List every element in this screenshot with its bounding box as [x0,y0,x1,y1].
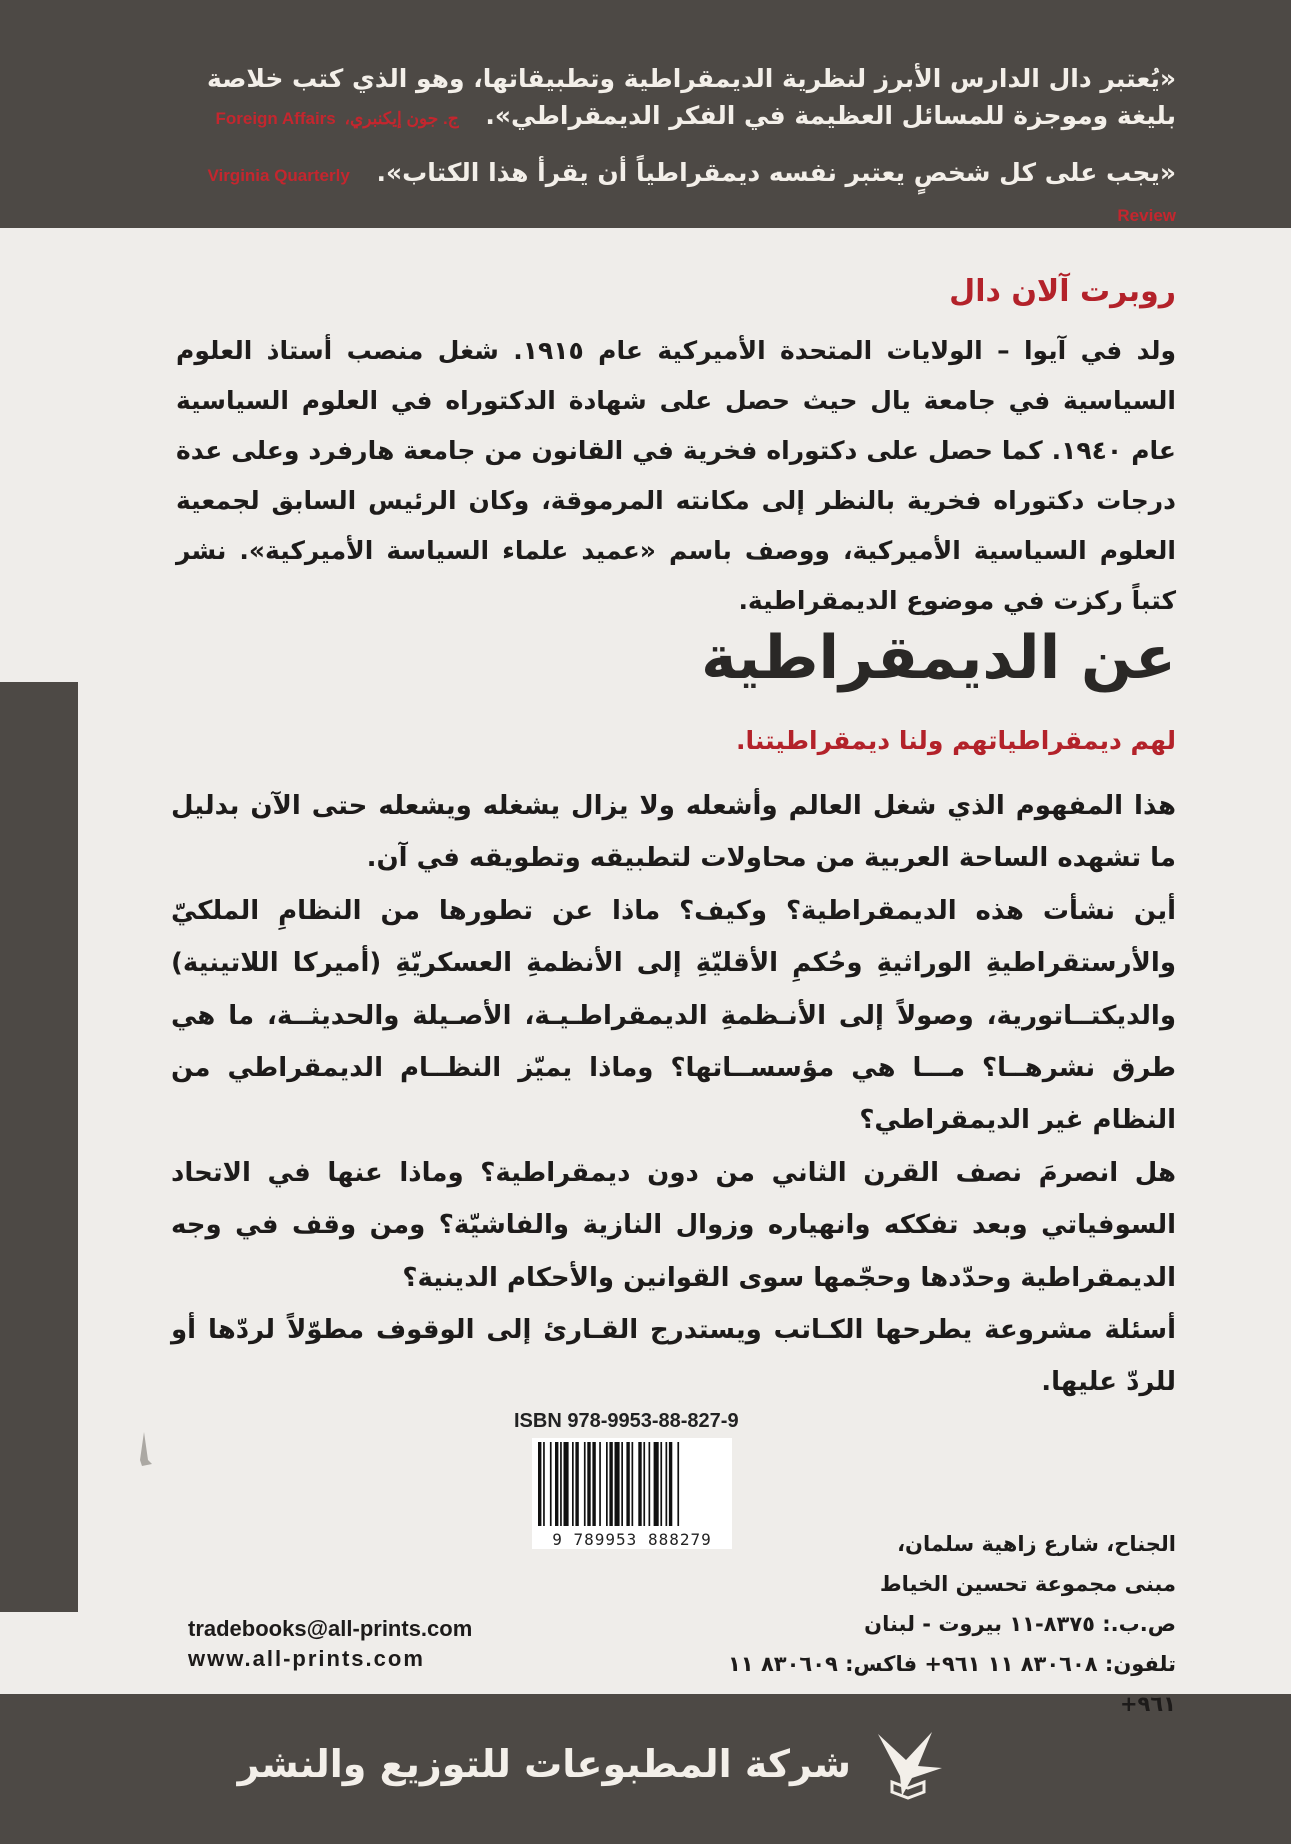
bird-book-logo-icon [872,1726,946,1800]
barcode-bar [575,1442,578,1526]
barcode-bar [632,1442,634,1526]
barcode-bar [615,1442,620,1526]
publisher-email[interactable]: tradebooks@all-prints.com [188,1616,473,1641]
barcode-bar [555,1442,558,1526]
quote-text: «يجب على كل شخصٍ يعتبر نفسه ديمقراطياً أن يقرأ هذا الكتاب». [376,158,1176,187]
book-tagline: لهم ديمقراطياتهم ولنا ديمقراطيتنا. [736,726,1176,755]
barcode-bar [538,1442,541,1526]
barcode-bar [560,1442,562,1526]
barcode-bar [649,1442,651,1526]
barcode-bar [677,1442,679,1526]
side-bar-decoration [0,682,78,1612]
barcode-bar [660,1442,662,1526]
barcode-bar [654,1442,659,1526]
review-quote-2 [166,154,1176,234]
speck-mark [134,1430,158,1470]
barcode-bar [572,1442,574,1526]
address-line: تلفون: ٨٣٠٦٠٨ ١١ ٩٦١+ فاكس: ٨٣٠٦٠٩ ١١ ٩٦١+ [727,1652,1176,1716]
barcode-bar [609,1442,612,1526]
barcode-bar [666,1442,668,1526]
barcode-bar [638,1442,641,1526]
barcode-bar [669,1442,672,1526]
publisher-address [716,1524,1176,1724]
description-paragraph: أسئلة مشروعة يطرحها الكـاتب ويستدرج القـارئ إلى الوقوف مطوّلاً لردّها أو للردّ عليها. [171,1315,1176,1398]
barcode-bar [587,1442,590,1526]
barcode-digits: 9 789953 888279 [532,1530,732,1549]
barcode-bar [584,1442,586,1526]
review-quote-1 [166,60,1176,137]
barcode-bar [626,1442,629,1526]
quote-text: «يُعتبر دال الدارس الأبرز لنظرية الديمقراطية وتطبيقاتها، وهو الذي كتب خلاصة بليغة وموجزة للمسائل العظيمة في الفكر الديمقراطي». [207,64,1176,130]
description-paragraph: أين نشأت هذه الديمقراطية؟ وكيف؟ ماذا عن تطورها من النظامِ الملكيّ والأرستقراطيةِ الوراثيةِ وحُكمِ الأقليّةِ إلى الأنظمةِ العسكريّةِ (أميركا اللاتينية) والديكتــاتورية، وصولاً إلى الأنـظمةِ الديمقراطـيـة، الأصـيلة والحديثــة، ما هي طرق نشرهــا؟ مـــا هي مؤسســاتها؟ وماذا يميّز النظــام الديمقراطي من النظام غير الديمقراطي؟ [171,895,1176,1136]
publisher-contact [188,1614,472,1674]
address-line: الجناح، شارع زاهية سلمان، [897,1532,1176,1556]
barcode-bar [543,1442,545,1526]
publisher-website[interactable]: www.all-prints.com [188,1646,425,1671]
barcode-bar [599,1442,601,1526]
barcode-bar [606,1442,608,1526]
quote-source-en: Virginia Quarterly Review [207,166,1176,225]
description-paragraph: هذا المفهوم الذي شغل العالم وأشعله ولا يزال يشغله ويشعله حتى الآن بدليل ما تشهده الساحة العربية من محاولات لتطبيقه وتطويقه في آن. [171,791,1176,874]
book-title: عن الديمقراطية [701,623,1176,693]
barcode-bar [621,1442,623,1526]
author-bio: ولد في آيوا – الولايات المتحدة الأميركية عام ١٩١٥. شغل منصب أستاذ العلوم السياسية في جامعة يال حيث حصل على شهادة الدكتوراه في العلوم السياسية عام ١٩٤٠. كما حصل على دكتوراه فخرية في القانون من جامعة هارفرد وعلى عدة درجات دكتوراه فخرية بالنظر إلى مكانته المرموقة، وكان الرئيس السابق لجمعية العلوم السياسية الأميركية، ووصف باسم «عميد علماء السياسة الأميركية». نشر كتباً ركزت في موضوع الديمقراطية. [176,336,1176,615]
barcode-bar [550,1442,552,1526]
publisher-name: شركة المطبوعات للتوزيع والنشر [237,1742,851,1786]
quote-source-ar: ج. جون إيكنبري، [344,109,459,128]
book-description [171,780,1176,1409]
barcode-bar [592,1442,595,1526]
quote-source-en: Foreign Affairs [215,109,336,128]
address-line: ص.ب.: ٨٣٧٥-١١ بيروت - لبنان [864,1612,1176,1636]
barcode-bar [564,1442,569,1526]
isbn-barcode [532,1438,732,1530]
description-paragraph: هل انصرمَ نصف القرن الثاني من دون ديمقراطية؟ وماذا عنها في الاتحاد السوفياتي وبعد تفككه وانهياره وزوال النازية والفاشيّة؟ ومن وقف في وجه الديمقراطية وحدّدها وحجّمها سوى القوانين والأحكام الدينية؟ [171,1157,1176,1293]
barcode-bar [643,1442,645,1526]
author-name: روبرت آلان دال [949,274,1176,309]
address-line: مبنى مجموعة تحسين الخياط [879,1572,1176,1596]
isbn-label: ISBN 978-9953-88-827-9 [514,1410,739,1432]
